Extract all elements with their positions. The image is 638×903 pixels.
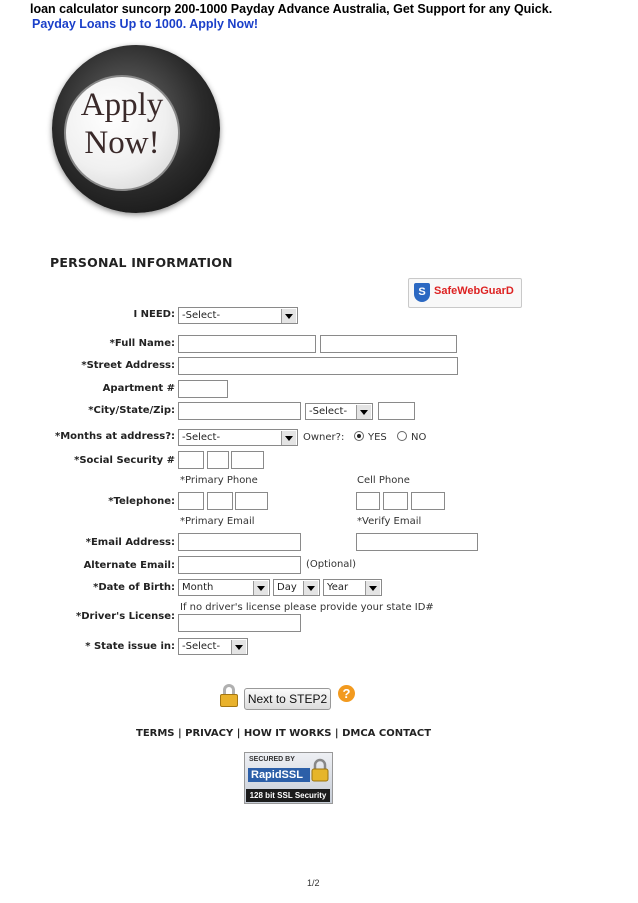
ssn-part3-input[interactable] (231, 451, 264, 469)
apply-now-line1: Apply (80, 87, 164, 123)
license-note: If no driver's license please provide your state ID# (180, 602, 434, 613)
owner-no-label: NO (411, 432, 427, 443)
lock-icon (220, 694, 238, 707)
cell-line-input[interactable] (411, 492, 445, 510)
page-title: loan calculator suncorp 200-1000 Payday Advance Australia, Get Support for any Quick. (30, 2, 553, 16)
cell-prefix-input[interactable] (383, 492, 408, 510)
license-label: *Driver's License: (76, 611, 175, 622)
need-label: I NEED: (133, 309, 175, 320)
need-select-value: -Select- (182, 310, 221, 321)
owner-yes-label: YES (368, 432, 387, 443)
owner-yes-radio[interactable] (354, 431, 364, 441)
last-name-input[interactable] (320, 335, 457, 353)
help-icon[interactable]: ? (338, 685, 355, 702)
chevron-down-icon (281, 309, 296, 323)
months-select-value: -Select- (182, 432, 221, 443)
apply-link[interactable]: Payday Loans Up to 1000. Apply Now! (32, 17, 258, 31)
street-label: *Street Address: (81, 360, 175, 371)
chevron-down-icon (365, 581, 380, 595)
page-number: 1/2 (307, 878, 320, 888)
apartment-input[interactable] (178, 380, 228, 398)
apply-now-text (64, 86, 180, 162)
email-label: *Email Address: (85, 537, 175, 548)
shield-icon: S (414, 283, 430, 302)
chevron-down-icon (281, 431, 296, 445)
months-select[interactable] (178, 429, 298, 446)
city-input[interactable] (178, 402, 301, 420)
need-select[interactable] (178, 307, 298, 324)
safewebguard-text: SafeWebGuarD (434, 285, 514, 297)
optional-label: (Optional) (306, 559, 357, 570)
dob-year-select[interactable] (323, 579, 382, 596)
first-name-input[interactable] (178, 335, 316, 353)
chevron-down-icon (303, 581, 318, 595)
verify-email-input[interactable] (356, 533, 478, 551)
primary-phone-label: *Primary Phone (180, 475, 258, 486)
ssl-brand: RapidSSL (248, 768, 310, 782)
email-input[interactable] (178, 533, 301, 551)
chevron-down-icon (231, 640, 246, 654)
apply-now-line2: Now! (84, 125, 160, 161)
dob-day-value: Day (277, 582, 297, 593)
owner-label: Owner?: (303, 432, 345, 443)
zip-input[interactable] (378, 402, 415, 420)
primary-email-label: *Primary Email (180, 516, 255, 527)
state-issue-label: * State issue in: (85, 641, 175, 652)
section-title: PERSONAL INFORMATION (50, 255, 233, 270)
alt-email-label: Alternate Email: (83, 560, 175, 571)
ssn-label: *Social Security # (74, 455, 175, 466)
padlock-icon (310, 758, 330, 782)
phone-line-input[interactable] (235, 492, 268, 510)
verify-email-label: *Verify Email (357, 516, 422, 527)
state-select-value: -Select- (309, 406, 348, 417)
telephone-label: *Telephone: (108, 496, 175, 507)
dob-day-select[interactable] (273, 579, 320, 596)
owner-no-radio[interactable] (397, 431, 407, 441)
footer-links[interactable]: TERMS | PRIVACY | HOW IT WORKS | DMCA CONTACT (136, 728, 432, 739)
street-input[interactable] (178, 357, 458, 375)
cell-phone-label: Cell Phone (357, 475, 410, 486)
city-label: *City/State/Zip: (88, 405, 175, 416)
alt-email-input[interactable] (178, 556, 301, 574)
state-issue-select[interactable] (178, 638, 248, 655)
apartment-label: Apartment # (102, 383, 175, 394)
chevron-down-icon (356, 405, 371, 419)
chevron-down-icon (253, 581, 268, 595)
phone-prefix-input[interactable] (207, 492, 233, 510)
state-select[interactable] (305, 403, 373, 420)
ssl-bits: 128 bit SSL Security (246, 789, 330, 802)
dob-year-value: Year (327, 582, 349, 593)
ssl-secured-by: SECURED BY (249, 756, 295, 763)
dob-label: *Date of Birth: (93, 582, 175, 593)
dob-month-select[interactable] (178, 579, 270, 596)
dob-month-value: Month (182, 582, 214, 593)
cell-area-input[interactable] (356, 492, 380, 510)
next-step-button[interactable]: Next to STEP2 (244, 688, 331, 710)
license-input[interactable] (178, 614, 301, 632)
fullname-label: *Full Name: (109, 338, 175, 349)
ssn-part2-input[interactable] (207, 451, 229, 469)
state-issue-value: -Select- (182, 641, 221, 652)
months-label: *Months at address?: (55, 431, 175, 442)
phone-area-input[interactable] (178, 492, 204, 510)
ssn-part1-input[interactable] (178, 451, 204, 469)
